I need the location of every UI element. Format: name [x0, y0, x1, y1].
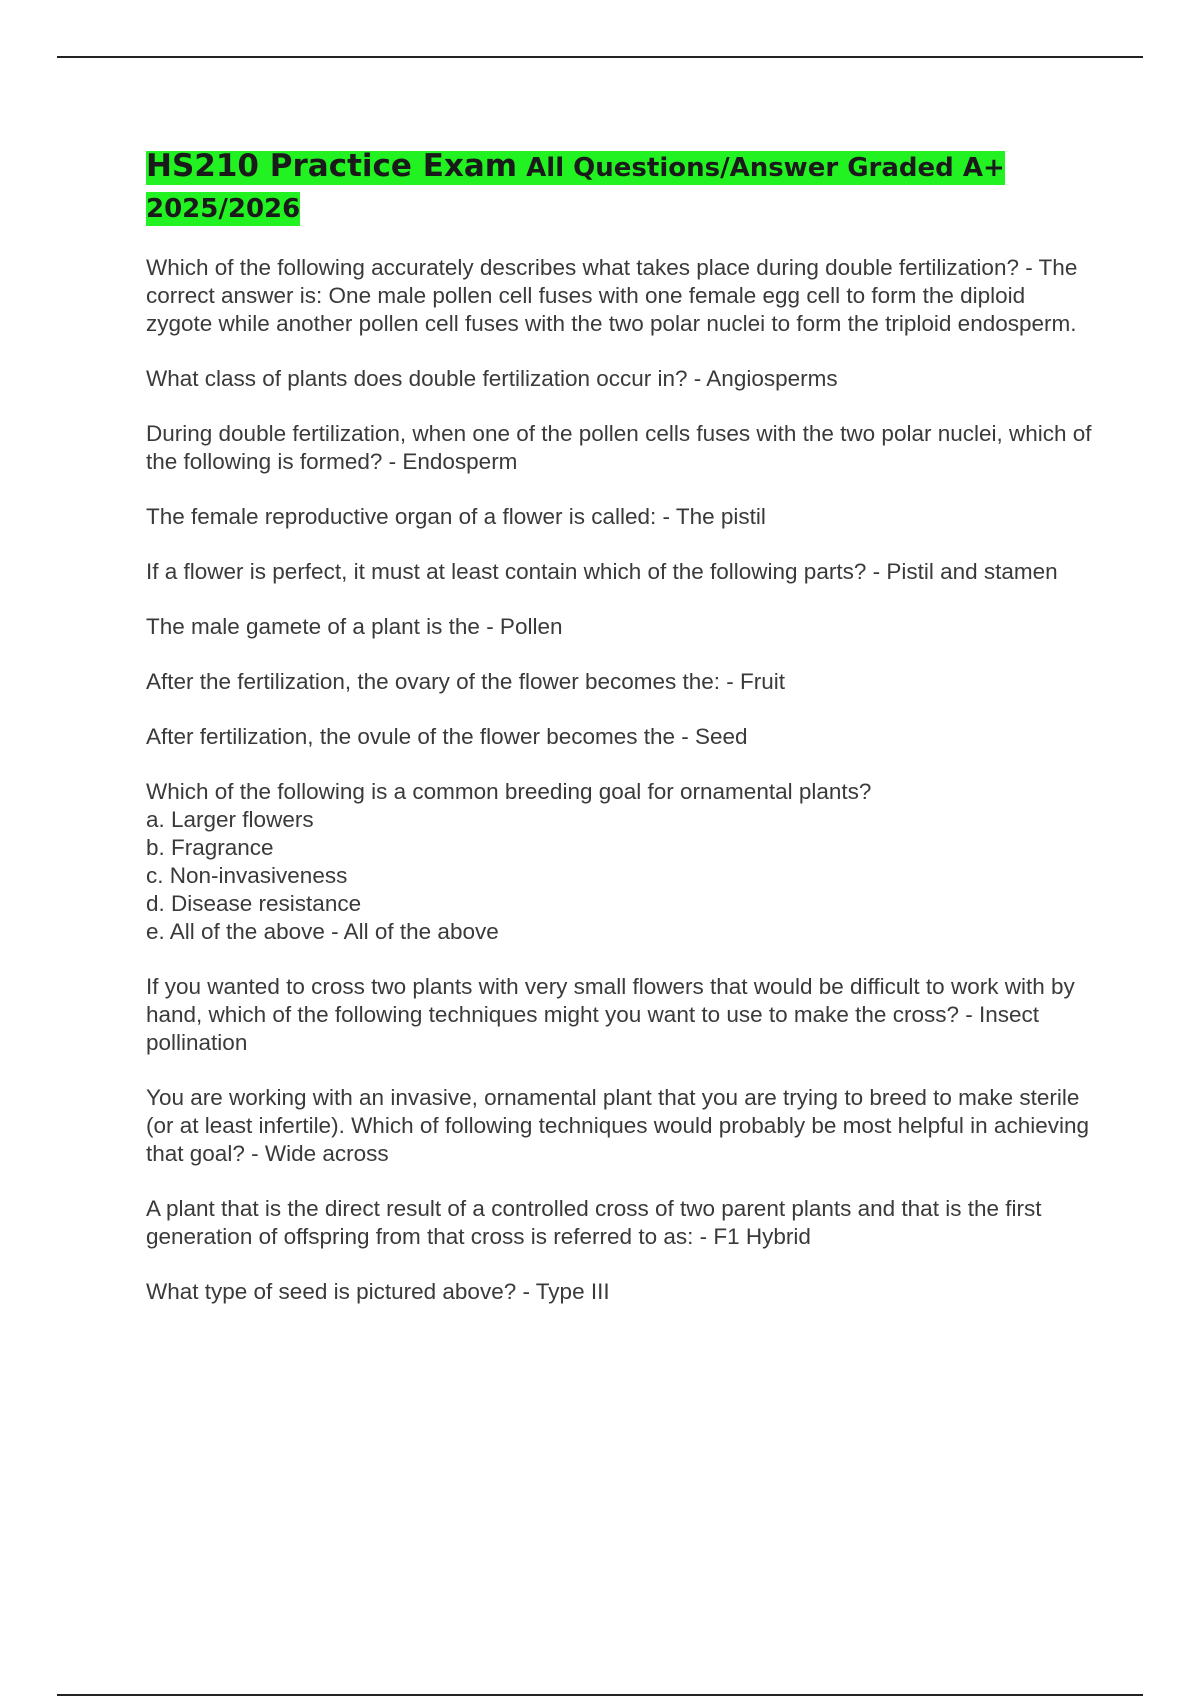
qa-item: You are working with an invasive, ornamental plant that you are trying to breed to make sterile (or at least infertile). Which of following techniques would probably be most helpful in achieving that goal? - Wide across	[146, 1085, 1090, 1166]
qa-item: The male gamete of a plant is the - Pollen	[146, 614, 563, 639]
document-title	[146, 146, 1096, 230]
qa-item: The female reproductive organ of a flower is called: - The pistil	[146, 504, 766, 529]
top-rule	[57, 56, 1143, 58]
qa-item: What type of seed is pictured above? - Type III	[146, 1279, 610, 1304]
qa-item: A plant that is the direct result of a controlled cross of two parent plants and that is the first generation of offspring from that cross is referred to as: - F1 Hybrid	[146, 1196, 1042, 1249]
qa-item: During double fertilization, when one of the pollen cells fuses with the two polar nuclei, which of the following is formed? - Endosperm	[146, 421, 1092, 474]
document-body	[146, 146, 1096, 1333]
qa-item: If a flower is perfect, it must at least contain which of the following parts? - Pistil and stamen	[146, 559, 1058, 584]
bottom-rule	[57, 1694, 1143, 1696]
qa-item: After the fertilization, the ovary of the flower becomes the: - Fruit	[146, 669, 786, 694]
qa-item: What class of plants does double fertilization occur in? - Angiosperms	[146, 366, 838, 391]
title-rest: All Questions/Answer Graded A+ 2025/2026	[146, 153, 1005, 224]
title-highlight	[146, 148, 1005, 226]
qa-item: After fertilization, the ovule of the flower becomes the - Seed	[146, 724, 748, 749]
qa-item: Which of the following accurately describes what takes place during double fertilization? - The correct answer is: One male pollen cell fuses with one female egg cell to form the diploid zygote while another pollen cell fuses with the two polar nuclei to form the triploid endosperm.	[146, 255, 1078, 336]
title-main: HS210 Practice Exam	[146, 148, 518, 184]
qa-item: Which of the following is a common breeding goal for ornamental plants? a. Larger flowers b. Fragrance c. Non-invasiveness d. Disease resistance e. All of the above - All of the above	[146, 779, 872, 944]
qa-item: If you wanted to cross two plants with very small flowers that would be difficult to work with by hand, which of the following techniques might you want to use to make the cross? - Insect pollination	[146, 974, 1075, 1055]
